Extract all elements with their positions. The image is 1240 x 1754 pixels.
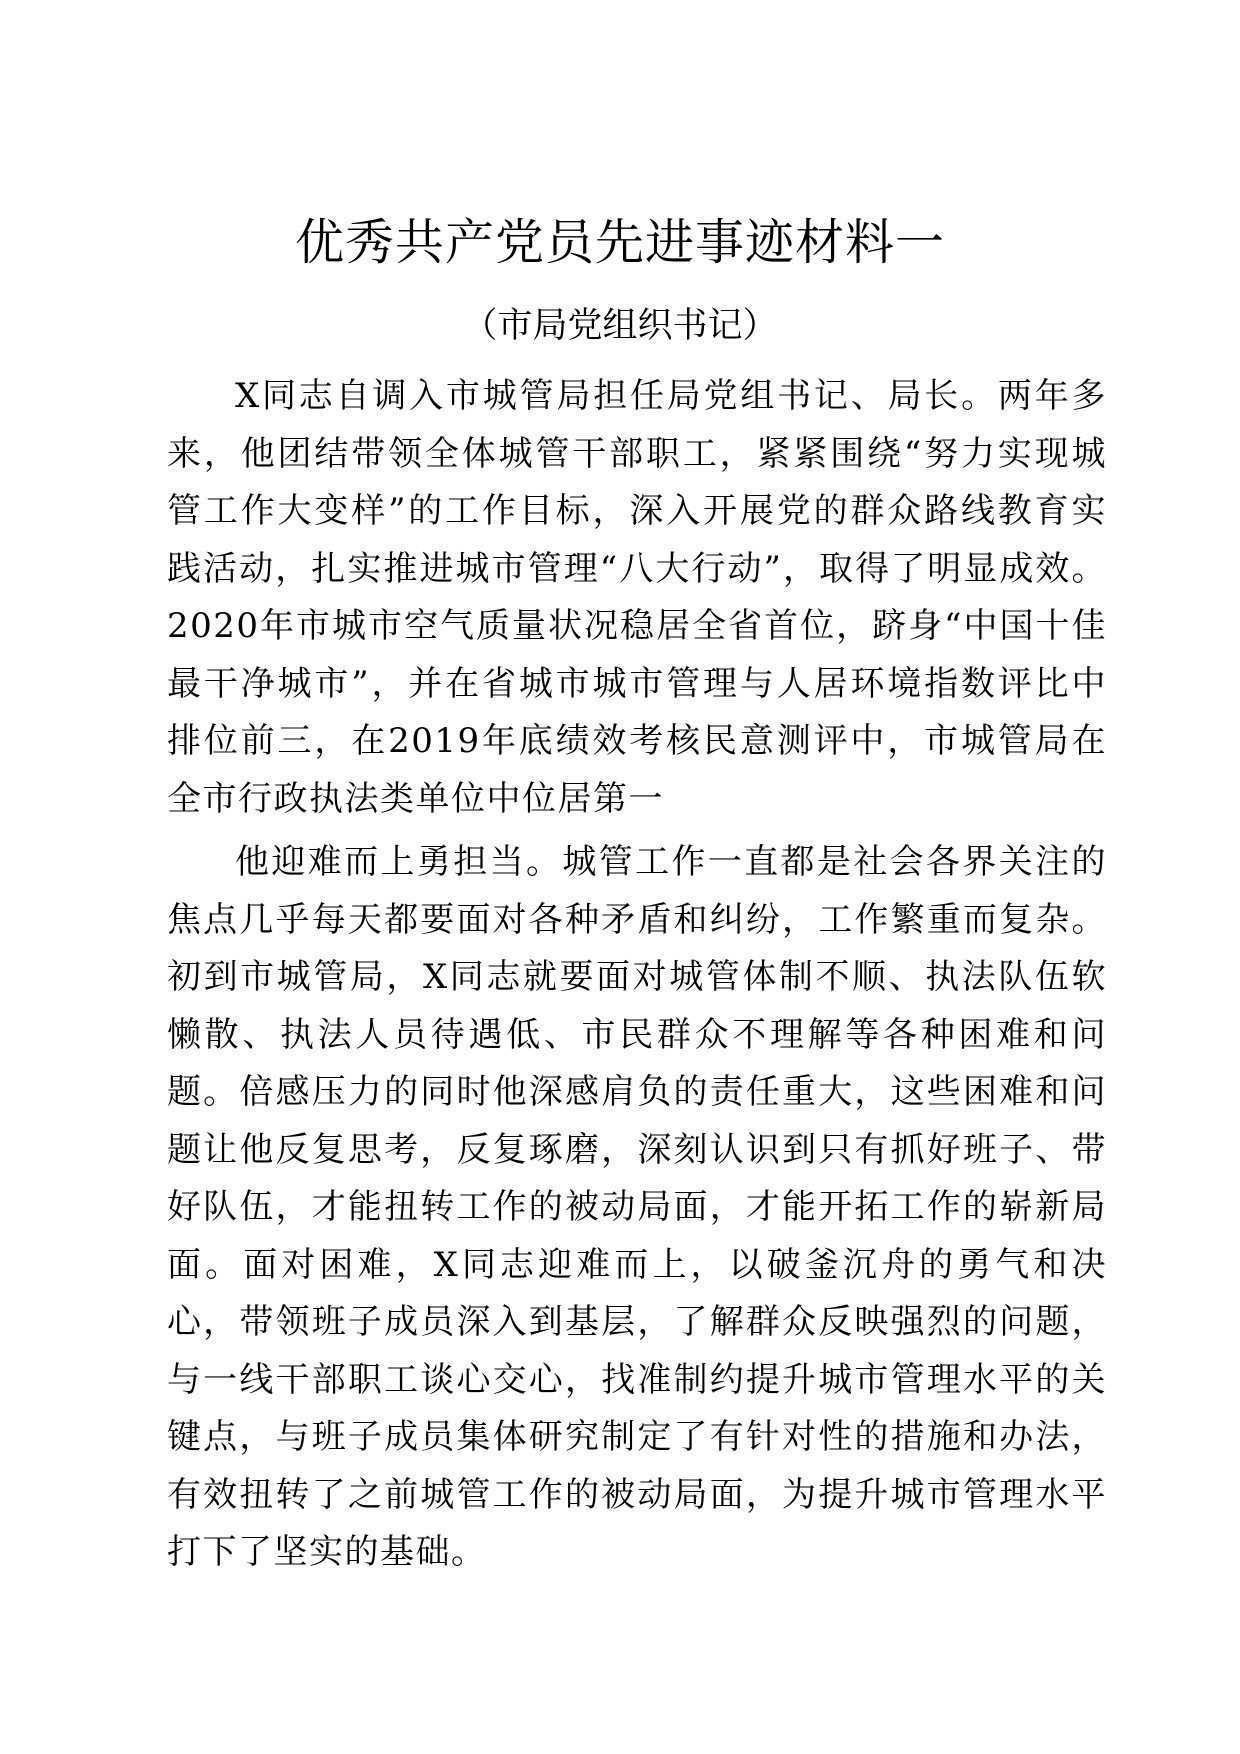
paragraph-2-lead: 他迎难而上勇担当。 [235,842,563,882]
document-title: 优秀共产党员先进事迹材料一 [294,214,945,271]
paragraph-2 [167,834,1107,1582]
paragraph-1-text: X同志自调入市城管局担任局党组书记、局长。两年多来，他团结带领全体城管干部职工，紧紧围绕“努力实现城管工作大变样”的工作目标，深入开展党的群众路线教育实践活动，扎实推进城市管理“八大行动”，取得了明显成效。2020年市城市空气质量状况稳居全省首位，跻身“中国十佳最干净城市”，并在省城市城市管理与人居环境指数评比中排位前三，在2019年底绩效考核民意测评中，市城管局在全市行政执法类单位中位居第一 [167,376,1107,819]
paragraph-1 [167,368,1107,828]
document-subtitle: （市局党组织书记） [462,306,778,346]
document-body [167,368,1107,1582]
paragraph-2-text: 城管工作一直都是社会各界关注的焦点几乎每天都要面对各种矛盾和纠纷，工作繁重而复杂。初到市城管局，X同志就要面对城管体制不顺、执法队伍软懒散、执法人员待遇低、市民群众不理解等各种困难和问题。倍感压力的同时他深感肩负的责任重大，这些困难和问题让他反复思考，反复琢磨，深刻认识到只有抓好班子、带好队伍，才能扭转工作的被动局面，才能开拓工作的崭新局面。面对困难，X同志迎难而上，以破釜沉舟的勇气和决心，带领班子成员深入到基层，了解群众反映强烈的问题，与一线干部职工谈心交心，找准制约提升城市管理水平的关键点，与班子成员集体研究制定了有针对性的措施和办法，有效扭转了之前城管工作的被动局面，为提升城市管理水平打下了坚实的基础。 [167,842,1108,1572]
